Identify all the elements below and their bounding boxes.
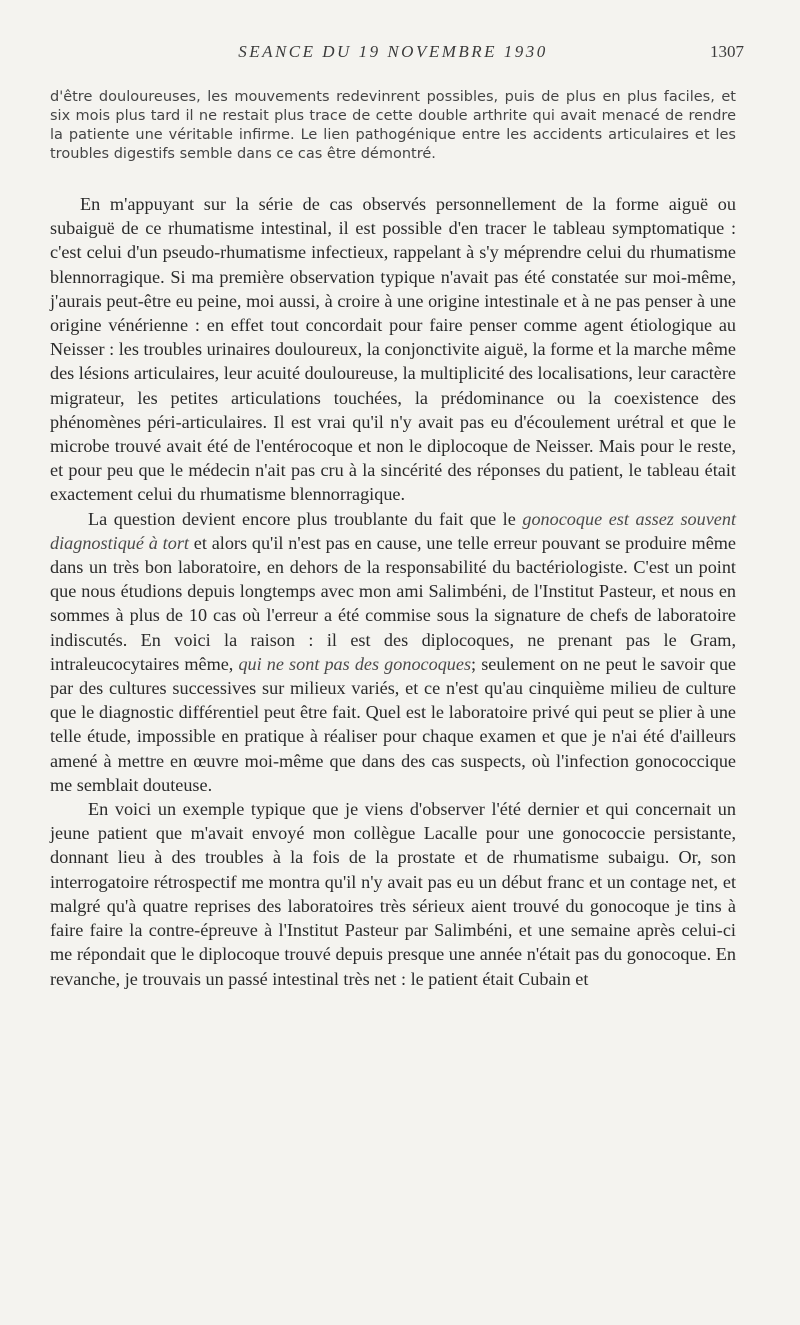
italic-phrase: gonocoque est assez souvent diagnostiqué à tort (50, 508, 737, 553)
paragraph-case-example: En voici un exemple typique que je viens d'observer l'été dernier et qui concernait un jeune patient que m'avait envoyé mon collègue Lacalle pour une gonococcie persistante, donnant lieu à des troubles à la fois de la prostate et de rhumatisme subaigu. Or, son interrogatoire rétrospectif me montra qu'il n'y avait pas eu un début franc et un contage net, et malgré qu'à quatre reprises des laboratoires très sérieux aient trouvé du gonocoque je tins à faire faire la contre-épreuve à l'Institut Pasteur par Salimbéni, et une semaine après celui-ci me répondait que le diplocoque trouvé depuis presque une année n'était pas du gonocoque. En revanche, je trouvais un passé intestinal très net : le patient était Cubain et (50, 799, 736, 989)
running-title: SEANCE DU 19 NOVEMBRE 1930 (238, 42, 548, 61)
paragraph-text: ; seulement on ne peut le savoir que par des cultures successives sur milieux variés, et ce n'est qu'au cinquième milieu de culture que le diagnostic différentiel peut être fait. Quel est le laboratoire privé qui peut se plier à une telle étude, impossible en pratique à réaliser pour chaque examen et que je n'ai été d'ailleurs amené à mettre en œuvre moi-même que dans des cas suspects, où l'infection gonococcique me semblait douteuse. (50, 653, 736, 795)
paragraph-text: La question devient encore plus troublante du fait que le (88, 508, 523, 529)
paragraph-gonococcus-misdiagnosis (50, 507, 736, 797)
paragraph-text: et alors qu'il n'est pas en cause, une telle erreur pouvant se produire même dans un très bon laboratoire, en dehors de la responsabilité du bactériologiste. C'est un point que nous étudions depuis longtemps avec mon ami Salimbéni, de l'Institut Pasteur, et nous en sommes à plus de 10 cas où l'erreur a été commise sous la signature de chefs de laboratoire indiscutés. En voici la raison : il est des diplocoques, ne prenant pas le Gram, intraleucocytaires même, (50, 532, 736, 674)
main-text (50, 192, 736, 991)
italic-phrase: qui ne sont pas des gonocoques (238, 653, 472, 674)
article-body (50, 88, 736, 991)
paragraph-rheumatism-symptoms: En m'appuyant sur la série de cas observés personnellement de la forme aiguë ou subaiguë de ce rhumatisme intestinal, il est possible d'en tracer le tableau symptomatique : c'est celui d'un pseudo-rhumatisme infectieux, rappelant à s'y méprendre celui du rhumatisme blennorragique. Si ma première observation typique n'avait pas été constatée sur moi-même, j'aurais peut-être eu peine, moi aussi, à croire à une origine intestinale et à ne pas penser à une origine vénérienne : en effet tout concordait pour faire penser comme agent étiologique au Neisser : les troubles urinaires douloureux, la conjonctivite aiguë, la forme et la marche même des lésions articulaires, leur acuité douloureuse, la multiplicité des localisations, leur caractère migrateur, les petites articulations touchées, la prédominance ou la coexistence des phénomènes péri-articulaires. Il est vrai qu'il n'y avait pas eu d'écoulement urétral et que le microbe trouvé avait été de l'entérocoque et non le diplocoque de Neisser. Mais pour le reste, et pour peu que le médecin n'ait pas cru à la sincérité des réponses du patient, le tableau était exactement celui du rhumatisme blennorragique. (50, 194, 736, 505)
page-header (50, 42, 744, 66)
paragraph-continued: d'être douloureuses, les mouvements redevinrent possibles, puis de plus en plus faciles, et six mois plus tard il ne restait plus trace de cette double arthrite qui avait menacé de rendre la patiente une véritable infirme. Le lien pathogénique entre les accidents articulaires et les troubles digestifs semble dans ce cas être démontré. (50, 89, 736, 162)
page-number: 1307 (710, 42, 744, 61)
